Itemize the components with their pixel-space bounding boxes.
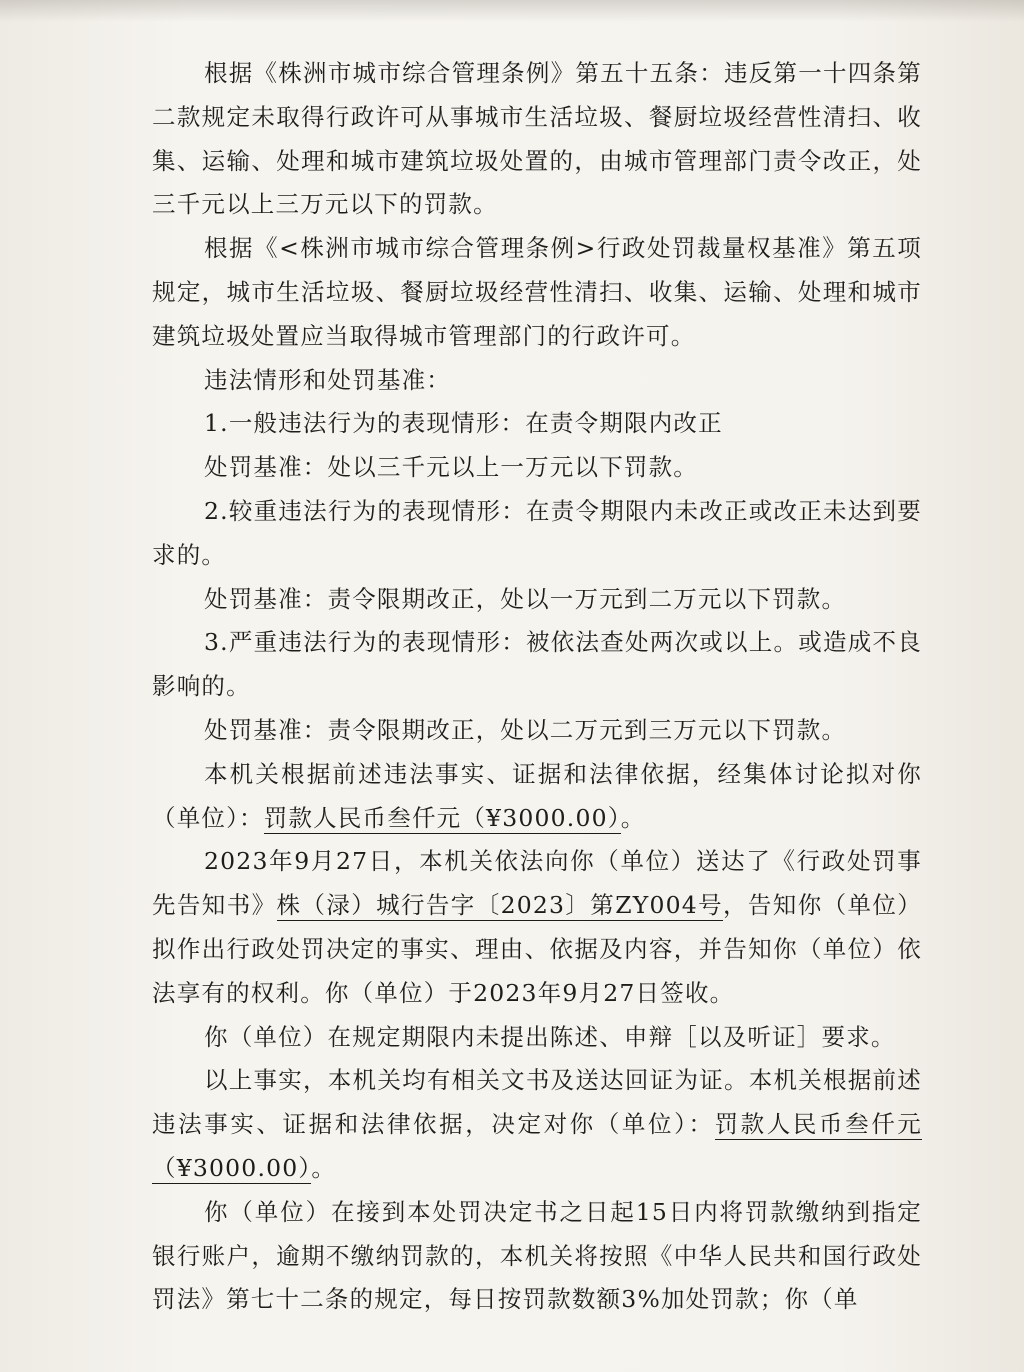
paragraph — [152, 359, 922, 403]
paragraph — [152, 52, 922, 227]
paragraph-text: 。 — [620, 803, 646, 832]
underlined-text: 株（渌）城行告字〔2023〕第ZY004号 — [276, 891, 723, 920]
paragraph-text: 你（单位）在规定期限内未提出陈述、申辩［以及听证］要求。 — [204, 1022, 896, 1051]
paragraph-text: 你（单位）在接到本处罚决定书之日起15日内将罚款缴纳到指定银行账户，逾期不缴纳罚款的，本机关将按照《中华人民共和国行政处罚法》第七十二条的规定，每日按罚款数额3%加处罚款；你（单 — [152, 1197, 922, 1314]
document-body — [152, 52, 922, 1322]
paragraph — [152, 490, 922, 578]
paragraph — [152, 402, 922, 446]
paragraph — [152, 840, 922, 1015]
paragraph-text: 3.严重违法行为的表现情形：被依法查处两次或以上。或造成不良影响的。 — [152, 628, 922, 701]
paragraph-text: 以上事实，本机关均有相关文书及送达回证为证。本机关根据前述违法事实、证据和法律依据，决定对你（单位）： — [152, 1066, 922, 1139]
paragraph — [152, 709, 922, 753]
paragraph-text: ，告知你（单位）拟作出行政处罚决定的事实、理由、依据及内容，并告知你（单位）依法享有的权利。你（单位）于2023年9月27日签收。 — [152, 891, 922, 1007]
paragraph-text: 2.较重违法行为的表现情形：在责令期限内未改正或改正未达到要求的。 — [152, 496, 922, 569]
paragraph — [152, 1191, 922, 1322]
paragraph — [152, 227, 922, 358]
page-top-shadow — [0, 0, 1024, 22]
paragraph — [152, 446, 922, 490]
paragraph-text: 根据《株洲市城市综合管理条例》第五十五条：违反第一十四条第二款规定未取得行政许可从事城市生活垃圾、餐厨垃圾经营性清扫、收集、运输、处理和城市建筑垃圾处置的，由城市管理部门责令改正，处三千元以上三万元以下的罚款。 — [152, 59, 922, 219]
paragraph-text: 。 — [311, 1153, 337, 1182]
paragraph — [152, 1059, 922, 1190]
paragraph — [152, 753, 922, 841]
paragraph — [152, 1016, 922, 1060]
paragraph-text: 1.一般违法行为的表现情形：在责令期限内改正 — [204, 409, 723, 438]
paragraph — [152, 621, 922, 709]
paragraph-text: 处罚基准：责令限期改正，处以二万元到三万元以下罚款。 — [204, 715, 847, 744]
paragraph-text: 本机关根据前述违法事实、证据和法律依据，经集体讨论拟对你（单位）： — [152, 759, 922, 832]
underlined-text: 罚款人民币叁仟元（¥3000.00） — [152, 1110, 922, 1182]
paragraph-text: 违法情形和处罚基准： — [204, 365, 451, 394]
underlined-text: 罚款人民币叁仟元（¥3000.00） — [263, 803, 621, 832]
paragraph-text: 处罚基准：处以三千元以上一万元以下罚款。 — [204, 453, 698, 482]
paragraph-text: 2023年9月27日，本机关依法向你（单位）送达了《行政处罚事先告知书》 — [152, 847, 922, 920]
paragraph-text: 根据《<株洲市城市综合管理条例>行政处罚裁量权基准》第五项规定，城市生活垃圾、餐厨垃圾经营性清扫、收集、运输、处理和城市建筑垃圾处置应当取得城市管理部门的行政许可。 — [152, 234, 922, 350]
paragraph — [152, 578, 922, 622]
paragraph-text: 处罚基准：责令限期改正，处以一万元到二万元以下罚款。 — [204, 584, 847, 613]
